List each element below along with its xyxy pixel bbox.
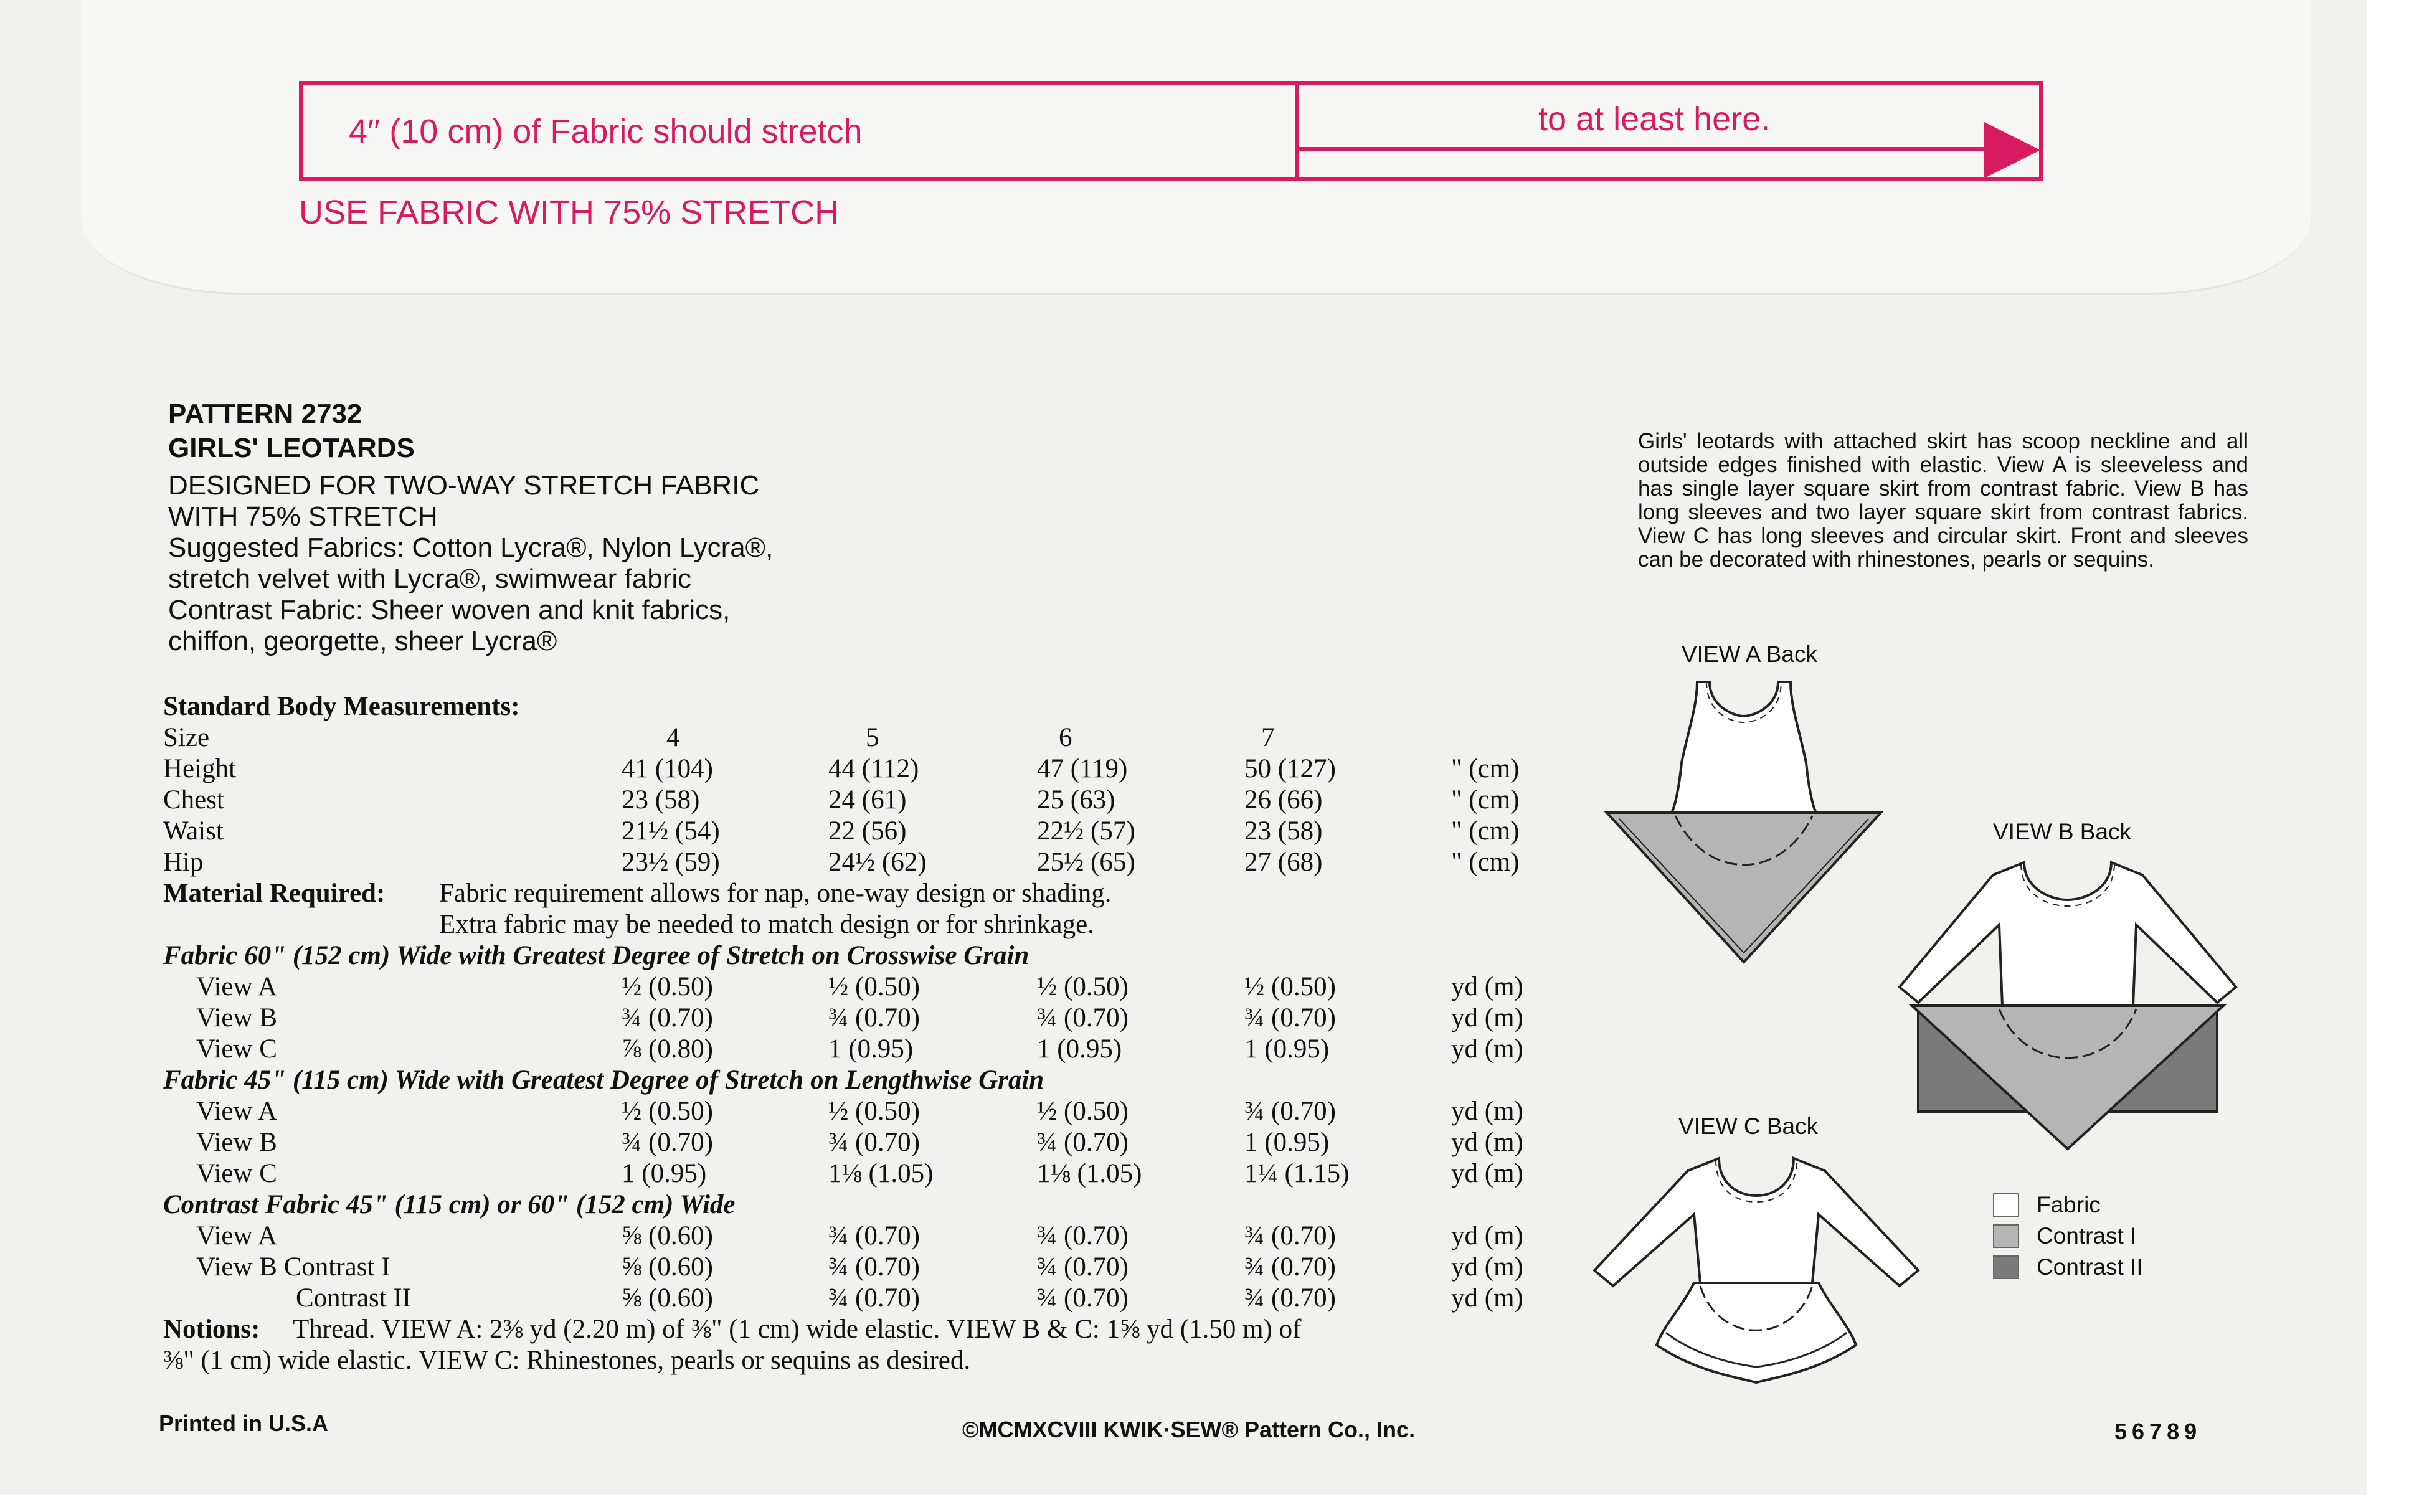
size-label: Size [163, 723, 210, 752]
cell: ¾ (0.70) [1037, 1252, 1129, 1282]
cell: ⅝ (0.60) [622, 1221, 713, 1250]
material-text-2: Extra fabric may be needed to match design or for shrinkage. [439, 910, 1094, 939]
measurements-title: Standard Body Measurements: [163, 692, 520, 721]
legend-label: Fabric [2037, 1192, 2101, 1217]
contrast-title: Contrast Fabric 45" (115 cm) or 60" (152 cm) Wide [163, 1190, 736, 1219]
cell: 21½ (54) [622, 816, 720, 846]
cell: 25½ (65) [1037, 848, 1135, 877]
cell: ½ (0.50) [622, 1097, 713, 1126]
pattern-number [168, 399, 362, 430]
unit: " (cm) [1451, 754, 1520, 783]
cell: ½ (0.50) [828, 972, 920, 1001]
row-label: Chest [163, 785, 224, 815]
legend-item-contrast-2 [1993, 1252, 2143, 1283]
row-label: View A [196, 1221, 277, 1250]
size-4: 4 [666, 723, 680, 752]
unit: yd (m) [1451, 972, 1523, 1001]
cell: 25 (63) [1037, 785, 1115, 815]
unit: yd (m) [1451, 1034, 1523, 1064]
legend-item-contrast-1 [1993, 1221, 2143, 1252]
cell: ⅝ (0.60) [622, 1283, 713, 1313]
legend-swatch-contrast-1 [1993, 1224, 2019, 1248]
stretch-arrow-line [1299, 147, 1984, 151]
unit: " (cm) [1451, 785, 1520, 815]
cell: ¾ (0.70) [1037, 1221, 1129, 1250]
view-a-label: VIEW A Back [1682, 641, 1817, 667]
legend-swatch-contrast-2 [1993, 1255, 2019, 1279]
notions-label: Notions: [163, 1315, 260, 1344]
size-6: 6 [1059, 723, 1072, 752]
designed-line-1: DESIGNED FOR TWO-WAY STRETCH FABRIC [168, 470, 760, 501]
cell: 1 (0.95) [1244, 1128, 1330, 1157]
cell: 41 (104) [622, 754, 713, 783]
row-label: View C [196, 1034, 277, 1064]
view-c-label: VIEW C Back [1678, 1113, 1819, 1139]
stretch-arrow-head-icon [1984, 122, 2040, 178]
cell: 23 (58) [622, 785, 700, 815]
view-b-illustration [1893, 850, 2242, 1161]
cell: 1⅛ (1.05) [1037, 1159, 1142, 1188]
cell: ¾ (0.70) [828, 1003, 920, 1032]
stretch-guide-divider [1295, 81, 1299, 181]
row-label: View A [196, 972, 277, 1001]
view-b-label: VIEW B Back [1993, 819, 2132, 844]
fabric45-title: Fabric 45" (115 cm) Wide with Greatest Degree of Stretch on Lengthwise Grain [163, 1065, 1044, 1095]
cell: 1 (0.95) [622, 1159, 707, 1188]
legend-label: Contrast I [2037, 1223, 2137, 1249]
pattern-number-text: PATTERN 2732 [168, 399, 362, 429]
cell: 1 (0.95) [1244, 1034, 1330, 1064]
cell: 26 (66) [1244, 785, 1323, 815]
material-label: Material Required: [163, 879, 386, 908]
material-text-1: Fabric requirement allows for nap, one-way design or shading. [439, 879, 1112, 908]
cell: 23½ (59) [622, 848, 720, 877]
notions-text-2: ⅜" (1 cm) wide elastic. VIEW C: Rhinestones, pearls or sequins as desired. [163, 1346, 971, 1375]
row-label: Hip [163, 848, 204, 877]
cell: ¾ (0.70) [1244, 1097, 1336, 1126]
row-label: View A [196, 1097, 277, 1126]
cell: 44 (112) [828, 754, 919, 783]
cell: ¾ (0.70) [622, 1128, 713, 1157]
legend-swatch-fabric [1993, 1193, 2019, 1217]
stretch-guide-left-text: 4′′ (10 cm) of Fabric should stretch [349, 113, 863, 150]
cell: 24½ (62) [828, 848, 927, 877]
cell: 24 (61) [828, 785, 907, 815]
size-7: 7 [1261, 723, 1275, 752]
size-5: 5 [866, 723, 879, 752]
use-fabric-note: USE FABRIC WITH 75% STRETCH [299, 194, 840, 231]
cell: 50 (127) [1244, 754, 1336, 783]
designed-line-2: WITH 75% STRETCH [168, 501, 438, 532]
cell: 22 (56) [828, 816, 907, 846]
copyright: ©MCMXCVIII KWIK·SEW® Pattern Co., Inc. [962, 1417, 1416, 1442]
row-label: Contrast II [296, 1283, 412, 1313]
cell: ¾ (0.70) [1244, 1221, 1336, 1250]
pattern-name-text: GIRLS' LEOTARDS [168, 433, 415, 463]
cell: 23 (58) [1244, 816, 1323, 846]
cell: ¾ (0.70) [1037, 1128, 1129, 1157]
cell: ½ (0.50) [1037, 972, 1129, 1001]
legend-item-fabric [1993, 1189, 2143, 1221]
fabric-legend [1993, 1189, 2143, 1283]
view-c-illustration [1569, 1146, 1931, 1395]
notions-text-1: Thread. VIEW A: 2⅜ yd (2.20 m) of ⅜" (1 cm) wide elastic. VIEW B & C: 1⅝ yd (1.50 m) of [293, 1315, 1302, 1344]
unit: yd (m) [1451, 1159, 1523, 1188]
cell: 1¼ (1.15) [1244, 1159, 1350, 1188]
unit: yd (m) [1451, 1128, 1523, 1157]
cell: 22½ (57) [1037, 816, 1135, 846]
cell: 47 (119) [1037, 754, 1128, 783]
cell: ½ (0.50) [622, 972, 713, 1001]
suggested-line-1: Suggested Fabrics: Cotton Lycra®, Nylon Lycra®, [168, 532, 774, 563]
cell: ¾ (0.70) [622, 1003, 713, 1032]
cell: ¾ (0.70) [828, 1252, 920, 1282]
cell: ¾ (0.70) [828, 1221, 920, 1250]
cell: ½ (0.50) [1244, 972, 1336, 1001]
row-label: View B [196, 1128, 277, 1157]
row-label: Height [163, 754, 237, 783]
cell: 1 (0.95) [1037, 1034, 1122, 1064]
cell: ¾ (0.70) [1037, 1283, 1129, 1313]
unit: yd (m) [1451, 1283, 1523, 1313]
cell: 27 (68) [1244, 848, 1323, 877]
catalog-number: 56789 [2114, 1419, 2202, 1444]
unit: yd (m) [1451, 1252, 1523, 1282]
cell: ¾ (0.70) [1244, 1003, 1336, 1032]
row-label: Waist [163, 816, 224, 846]
unit: " (cm) [1451, 848, 1520, 877]
fabric60-title: Fabric 60" (152 cm) Wide with Greatest Degree of Stretch on Crosswise Grain [163, 941, 1029, 970]
cell: 1 (0.95) [828, 1034, 914, 1064]
suggested-line-2: stretch velvet with Lycra®, swimwear fabric [168, 564, 692, 594]
cell: ¾ (0.70) [828, 1128, 920, 1157]
pattern-description: Girls' leotards with attached skirt has scoop neckline and all outside edges finished with elastic. View A is sleeveless and has single layer square skirt from contrast fabric. View B has long sleeves and two layer square skirt from contrast fabrics. View C has long sleeves and circular skirt. Front and sleeves can be decorated with rhinestones, pearls or sequins. [1638, 429, 2248, 572]
legend-label: Contrast II [2037, 1254, 2143, 1280]
row-label: View C [196, 1159, 277, 1188]
pattern-name [168, 433, 415, 464]
unit: yd (m) [1451, 1003, 1523, 1032]
cell: ¾ (0.70) [1037, 1003, 1129, 1032]
unit: yd (m) [1451, 1097, 1523, 1126]
stretch-guide-right-text: to at least here. [1538, 100, 1771, 138]
cell: ¾ (0.70) [1244, 1283, 1336, 1313]
cell: ½ (0.50) [828, 1097, 920, 1126]
contrast-line-2: chiffon, georgette, sheer Lycra® [168, 626, 557, 656]
row-label: View B Contrast I [196, 1252, 390, 1282]
cell: ½ (0.50) [1037, 1097, 1129, 1126]
unit: yd (m) [1451, 1221, 1523, 1250]
cell: 1⅛ (1.05) [828, 1159, 934, 1188]
unit: " (cm) [1451, 816, 1520, 846]
cell: ⅞ (0.80) [622, 1034, 713, 1064]
row-label: View B [196, 1003, 277, 1032]
contrast-line-1: Contrast Fabric: Sheer woven and knit fabrics, [168, 595, 731, 625]
cell: ¾ (0.70) [828, 1283, 920, 1313]
printed-in: Printed in U.S.A [159, 1410, 329, 1436]
cell: ¾ (0.70) [1244, 1252, 1336, 1282]
cell: ⅝ (0.60) [622, 1252, 713, 1282]
